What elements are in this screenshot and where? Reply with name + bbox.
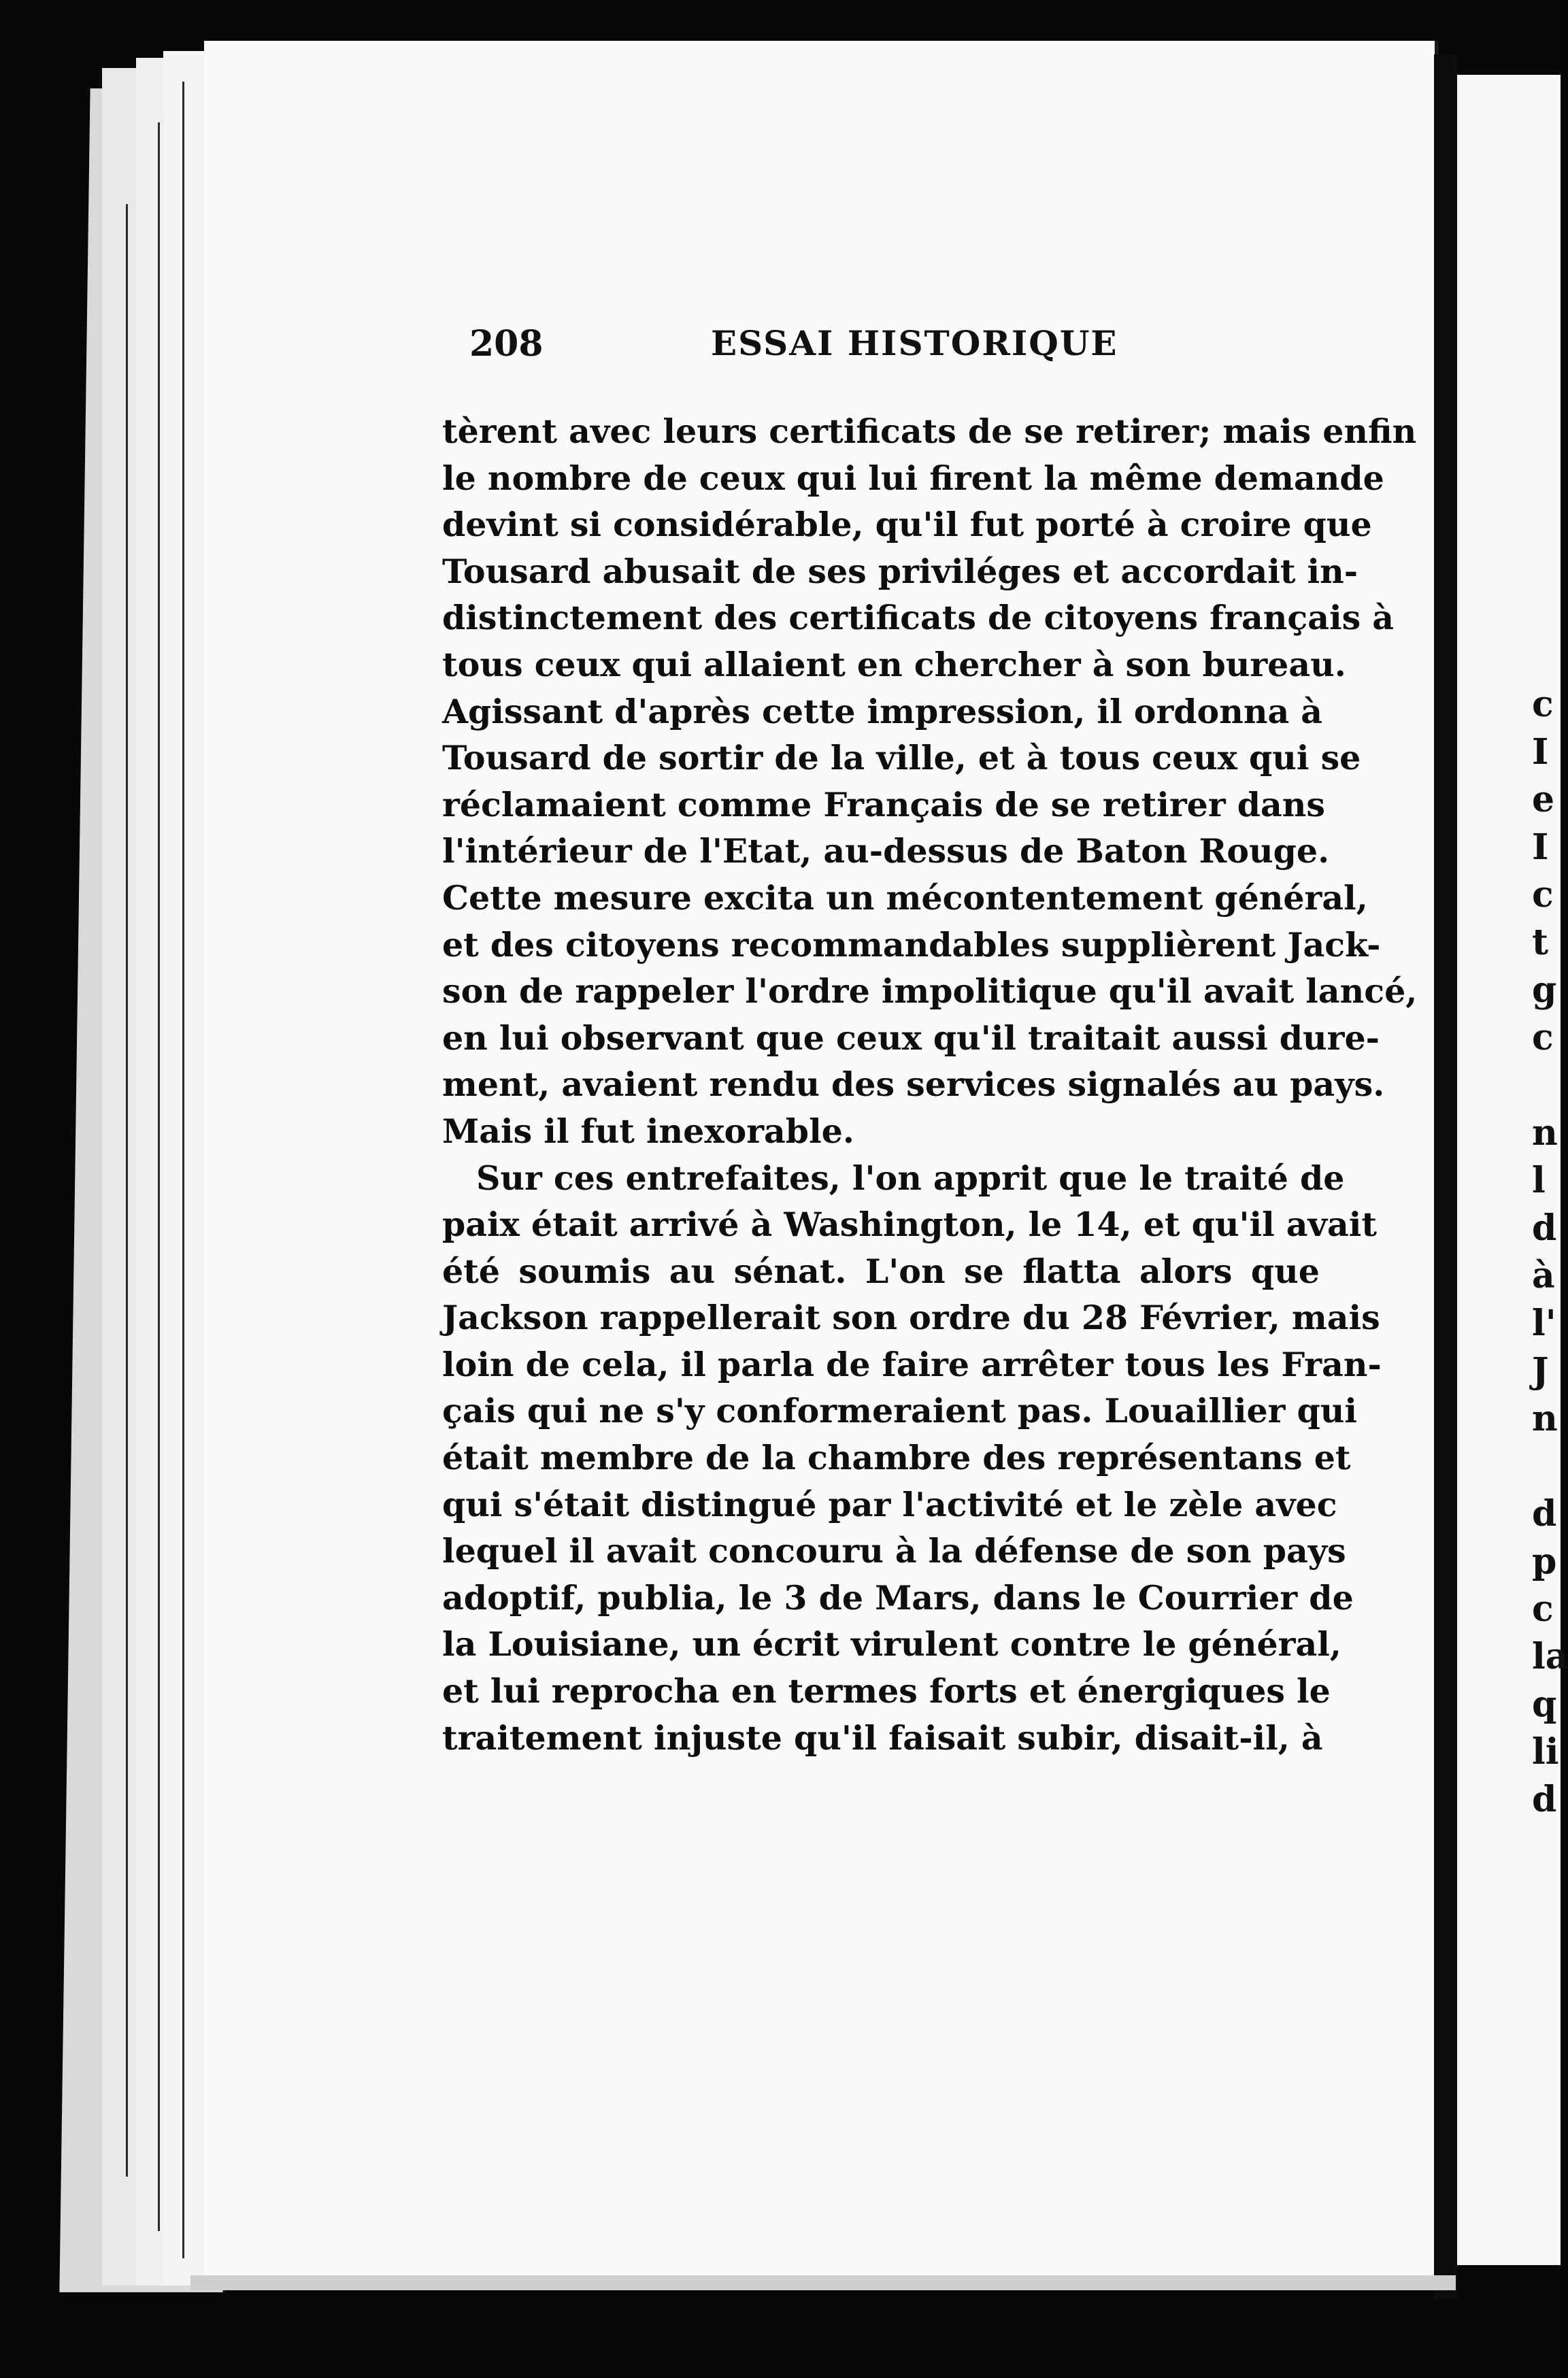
facing-page-fragment: t — [1532, 922, 1549, 963]
body-text — [442, 408, 1418, 1761]
text-line: Tousard de sortir de la ville, et à tous ceux qui se — [442, 738, 1361, 778]
text-line: Cette mesure excita un mécontentement général, — [442, 877, 1368, 918]
text-line: devint si considérable, qu'il fut porté à croire que — [442, 505, 1372, 545]
text-line: réclamaient comme Français de se retirer dans — [442, 784, 1325, 824]
facing-page-fragment: à — [1532, 1255, 1555, 1296]
facing-page-fragment: I — [1532, 826, 1549, 868]
text-line: Mais il fut inexorable. — [442, 1111, 854, 1151]
facing-page-fragment: d — [1532, 1493, 1557, 1535]
facing-page-fragment: e — [1532, 779, 1555, 820]
text-line: le nombre de ceux qui lui firent la même demande — [442, 458, 1384, 498]
text-line: tèrent avec leurs certificats de se retirer; mais enfin — [442, 412, 1417, 451]
facing-page-fragment: n — [1532, 1398, 1558, 1439]
facing-page-fragment: li — [1532, 1731, 1559, 1773]
book-bottom-edge — [190, 2275, 1456, 2290]
page-edge-line — [182, 82, 184, 2258]
text-line: ment, avaient rendu des services signalés au pays. — [442, 1065, 1385, 1105]
text-line: en lui observant que ceux qu'il traitait aussi dure- — [442, 1018, 1380, 1058]
facing-page-fragment: c — [1532, 874, 1554, 916]
facing-page-fragment: d — [1532, 1207, 1557, 1249]
text-line: la Louisiane, un écrit virulent contre le général, — [442, 1624, 1341, 1664]
facing-page-fragment: c — [1532, 1588, 1554, 1630]
facing-page-fragment: l' — [1532, 1303, 1556, 1344]
text-line: l'intérieur de l'Etat, au-dessus de Baton Rouge. — [442, 831, 1330, 871]
facing-page-fragment: q — [1532, 1684, 1557, 1725]
facing-page-fragment: c — [1532, 1017, 1554, 1058]
text-line: paix était arrivé à Washington, le 14, et qu'il avait — [442, 1205, 1377, 1245]
text-line: çais qui ne s'y conformeraient pas. Louaillier qui — [442, 1391, 1358, 1431]
facing-page-fragment: J — [1532, 1350, 1549, 1392]
facing-page-fragment: c — [1532, 684, 1554, 725]
text-line: traitement injuste qu'il faisait subir, disait-il, à — [442, 1718, 1323, 1758]
page-edge-line — [126, 204, 128, 2177]
text-line: et des citoyens recommandables supplièrent Jack- — [442, 924, 1381, 965]
text-line: tous ceux qui allaient en chercher à son bureau. — [442, 644, 1346, 684]
text-line: son de rappeler l'ordre impolitique qu'il avait lancé, — [442, 971, 1418, 1011]
text-line: adoptif, publia, le 3 de Mars, dans le Courrier de — [442, 1577, 1354, 1618]
text-line: été soumis au sénat. L'on se flatta alors que — [442, 1251, 1320, 1291]
facing-page-fragment: I — [1532, 731, 1549, 773]
facing-page-fragment: l — [1532, 1160, 1546, 1201]
text-line: qui s'était distingué par l'activité et le zèle avec — [442, 1484, 1337, 1524]
page-edge-line — [158, 122, 160, 2231]
facing-page-fragment: d — [1532, 1779, 1557, 1820]
running-title: ESSAI HISTORIQUE — [711, 323, 1118, 363]
text-line: lequel il avait concouru à la défense de son pays — [442, 1531, 1346, 1571]
facing-page — [1457, 75, 1568, 2265]
running-head — [469, 323, 1320, 378]
text-line: Sur ces entrefaites, l'on apprit que le traité de — [476, 1158, 1345, 1198]
text-line: loin de cela, il parla de faire arrêter tous les Fran- — [442, 1344, 1382, 1384]
facing-page-fragment: g — [1532, 969, 1557, 1011]
text-line: Tousard abusait de ses priviléges et accordait in- — [442, 551, 1358, 591]
text-line: Agissant d'après cette impression, il ordonna à — [442, 691, 1323, 731]
facing-page-fragment: p — [1532, 1541, 1557, 1582]
text-line: Jackson rappellerait son ordre du 28 Février, mais — [442, 1298, 1380, 1338]
text-line: distinctement des certificats de citoyens français à — [442, 598, 1395, 638]
binding-gutter — [1434, 54, 1457, 2299]
facing-page-fragment: n — [1532, 1112, 1558, 1154]
text-line: et lui reprocha en termes forts et énergiques le — [442, 1671, 1331, 1711]
facing-page-fragment: la — [1532, 1636, 1568, 1677]
text-line: était membre de la chambre des représentans et — [442, 1438, 1351, 1478]
page-number: 208 — [469, 323, 544, 365]
